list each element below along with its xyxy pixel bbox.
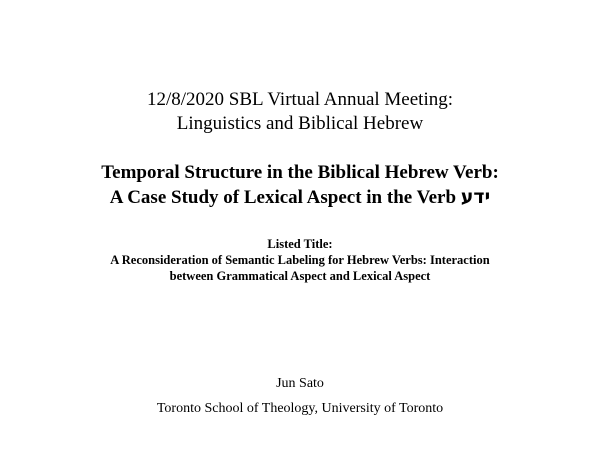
- listed-title-block: [0, 236, 600, 284]
- listed-title-line-2: between Grammatical Aspect and Lexical Aspect: [169, 269, 431, 283]
- author-block: [0, 371, 600, 421]
- meeting-date-line: 12/8/2020 SBL Virtual Annual Meeting:: [146, 89, 453, 110]
- author-name: Jun Sato: [276, 376, 324, 391]
- meeting-heading: [0, 88, 600, 136]
- talk-title-line-2-text: A Case Study of Lexical Aspect in the Verb: [109, 187, 461, 208]
- talk-title: [0, 161, 600, 210]
- hebrew-verb: ידע: [460, 186, 491, 208]
- meeting-session-line: Linguistics and Biblical Hebrew: [176, 113, 424, 134]
- listed-title-heading: Listed Title:: [267, 237, 333, 251]
- listed-title-line-1: A Reconsideration of Semantic Labeling for Hebrew Verbs: Interaction: [110, 253, 490, 267]
- author-affiliation: Toronto School of Theology, University of Toronto: [156, 401, 444, 416]
- talk-title-line-2: [0, 185, 600, 210]
- talk-title-line-1: Temporal Structure in the Biblical Hebrew Verb:: [101, 162, 499, 183]
